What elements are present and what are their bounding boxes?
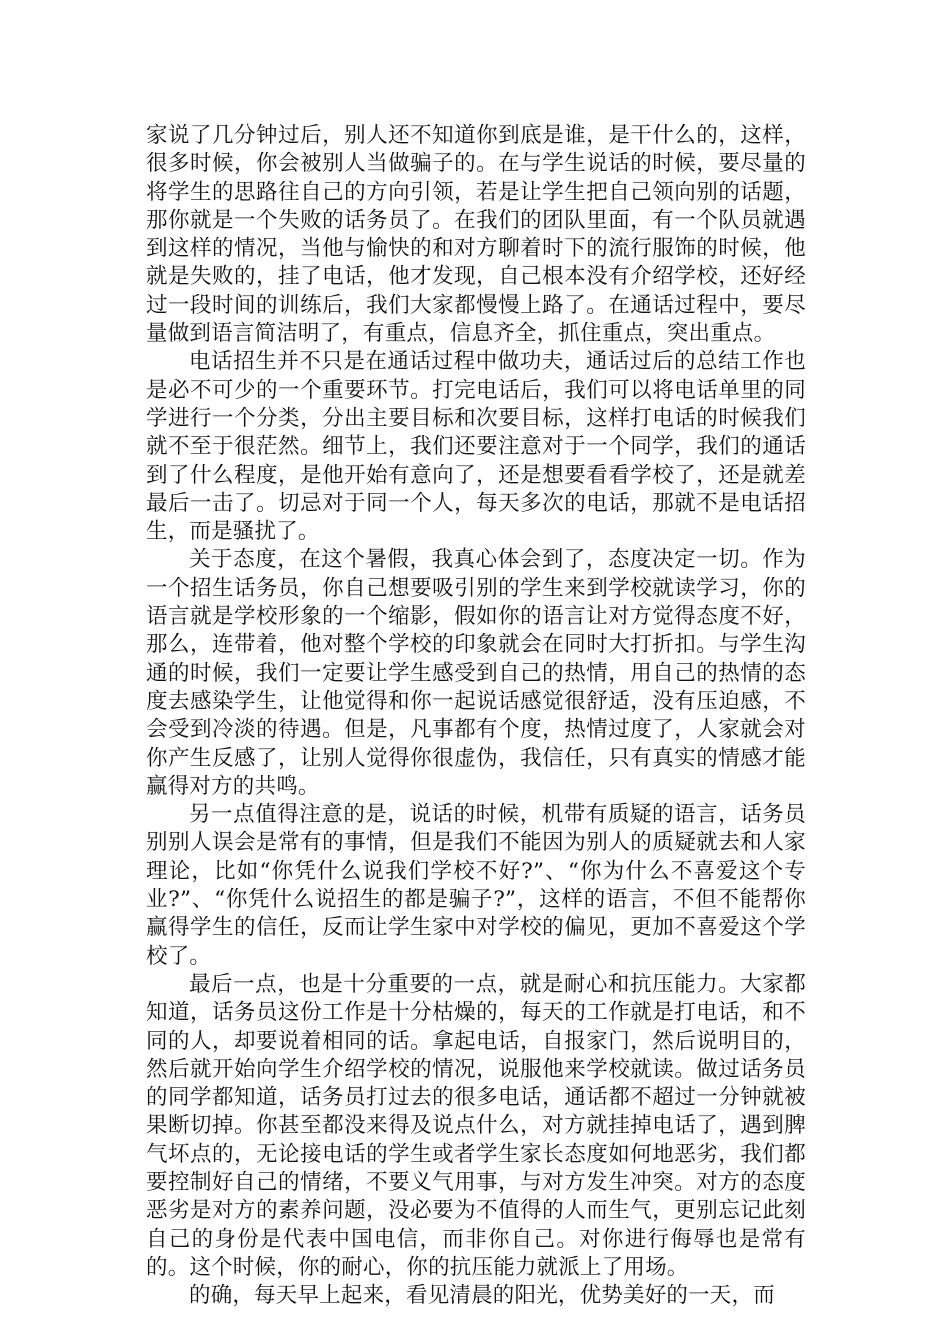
paragraph-1: 家说了几分钟过后，别人还不知道你到底是谁，是干什么的，这样，很多时候，你会被别人当做骗子的。在与学生说话的时候，要尽量的将学生的思路往自己的方向引领，若是让学生把自己领向别的话题，那你就是一个失败的话务员了。在我们的团队里面，有一个队员就遇到这样的情况，当他与愉快的和对方聊着时下的流行服饰的时候，他就是失败的，挂了电话，他才发现，自己根本没有介绍学校，还好经过一段时间的训练后，我们大家都慢慢上路了。在通话过程中，要尽量做到语言简洁明了，有重点，信息齐全，抓住重点，突出重点。 [146, 123, 806, 347]
paragraph-3: 关于态度，在这个暑假，我真心体会到了，态度决定一切。作为一个招生话务员，你自己想要吸引别的学生来到学校就读学习，你的语言就是学校形象的一个缩影，假如你的语言让对方觉得态度不好，那么，连带着，他对整个学校的印象就会在同时大打折扣。与学生沟通的时候，我们一定要让学生感受到自己的热情，用自己的热情的态度去感染学生，让他觉得和你一起说话感觉很舒适，没有压迫感，不会受到冷淡的待遇。但是，凡事都有个度，热情过度了，人家就会对你产生反感了，让别人觉得你很虚伪，我信任，只有真实的情感才能赢得对方的共鸣。 [146, 547, 806, 799]
paragraph-2: 电话招生并不只是在通话过程中做功夫，通话过后的总结工作也是必不可少的一个重要环节。打完电话后，我们可以将电话单里的同学进行一个分类，分出主要目标和次要目标，这样打电话的时候我们就不至于很茫然。细节上，我们还要注意对于一个同学，我们的通话到了什么程度，是他开始有意向了，还是想要看看学校了，还是就差最后一击了。切忌对于同一个人，每天多次的电话，那就不是电话招生，而是骚扰了。 [146, 349, 806, 545]
paragraph-5: 最后一点，也是十分重要的一点，就是耐心和抗压能力。大家都知道，话务员这份工作是十分枯燥的，每天的工作就是打电话，和不同的人，却要说着相同的话。拿起电话，自报家门，然后说明目的，然后就开始向学生介绍学校的情况，说服他来学校就读。做过话务员的同学都知道，话务员打过去的很多电话，通话都不超过一分钟就被果断切掉。你甚至都没来得及说点什么，对方就挂掉电话了，遇到脾气坏点的，无论接电话的学生或者学生家长态度如何地恶劣，我们都要控制好自己的情绪，不要义气用事，与对方发生冲突。对方的态度恶劣是对方的素养问题，没必要为不值得的人而生气，更别忘记此刻自己的身份是代表中国电信，而非你自己。对你进行侮辱也是常有的。这个时候，你的耐心，你的抗压能力就派上了用场。 [146, 971, 806, 1280]
document-body [146, 122, 806, 1310]
paragraph-6: 的确，每天早上起来，看见清晨的阳光，优势美好的一天，而 [189, 1283, 775, 1309]
paragraph-4: 另一点值得注意的是，说话的时候，机带有质疑的语言，话务员别别人误会是常有的事情，但是我们不能因为别人的质疑就去和人家理论，比如“你凭什么说我们学校不好?”、“你为什么不喜爱这个专业?”、“你凭什么说招生的都是骗子?”，这样的语言，不但不能帮你赢得学生的信任，反而让学生家中对学校的偏见，更加不喜爱这个学校了。 [146, 802, 806, 969]
